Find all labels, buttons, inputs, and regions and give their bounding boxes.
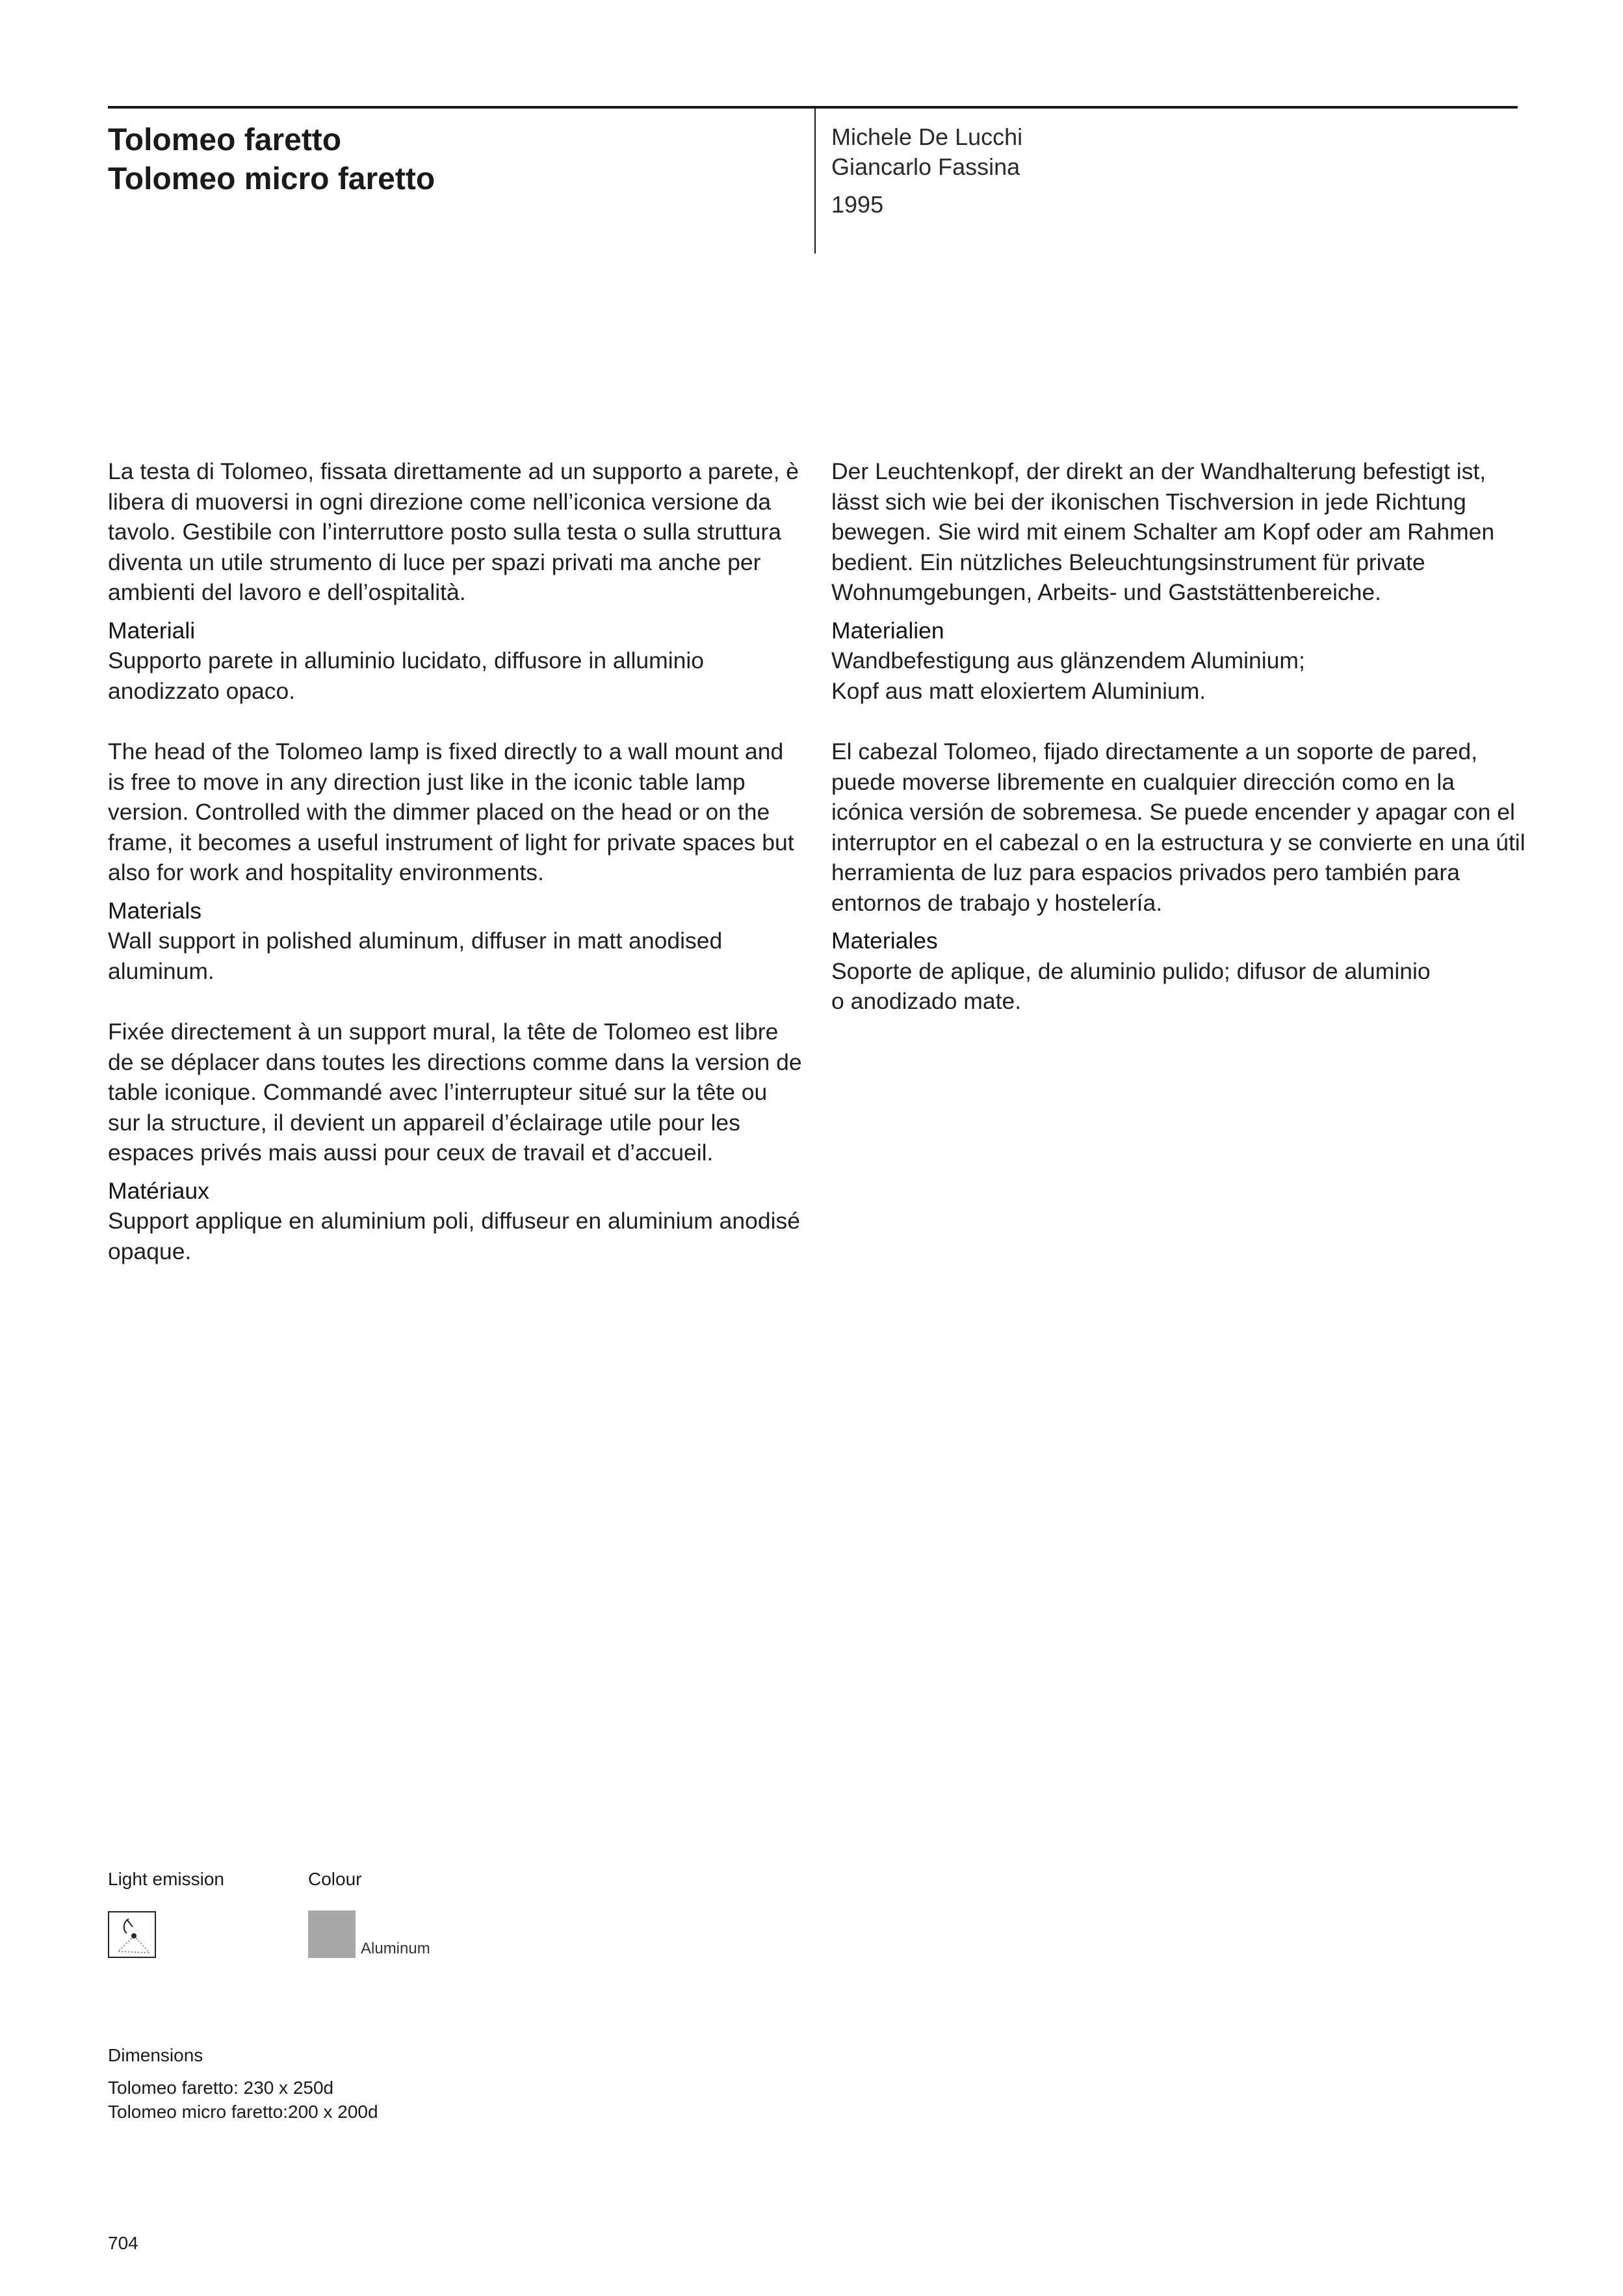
description-text: The head of the Tolomeo lamp is fixed directly to a wall mount and is free to move in any direction just like in the iconic table lamp version. Controlled with the dimmer placed on the head or on the frame, it becomes a useful instrument of light for private spaces but also for work and hospitality environments. (108, 738, 794, 885)
designer-name: Giancarlo Fassina (831, 153, 1020, 180)
materials-heading: Materialien (831, 617, 944, 644)
description-text: La testa di Tolomeo, fissata direttamente ad un supporto a parete, è libera di muoversi in ogni direzione come nell’iconica versione da tavolo. Gestibile con l’interruttore posto sulla testa o sulla struttura diventa un utile strumento di luce per spazi privati ma anche per ambienti del lavoro e dell’ospitalità. (108, 458, 799, 605)
materials-heading: Materiales (831, 928, 938, 954)
dimensions-list (108, 2076, 378, 2124)
header-rule (108, 106, 1518, 109)
materials-text-line: Soporte de aplique, de aluminio pulido; difusor de aluminio (831, 958, 1431, 984)
colour-label: Colour (308, 1869, 362, 1889)
description-spanish (831, 737, 1527, 1017)
header-column-divider (814, 107, 816, 254)
description-french (108, 1017, 803, 1266)
designer-name: Michele De Lucchi (831, 124, 1023, 150)
description-english (108, 737, 803, 986)
materials-text: Support applique en aluminium poli, diffuseur en aluminium anodisé opaque. (108, 1208, 800, 1264)
description-italian (108, 456, 803, 706)
colour-name: Aluminum (361, 1940, 430, 1957)
title-line-2: Tolomeo micro faretto (108, 162, 435, 196)
materials-text-line: Wandbefestigung aus glänzendem Aluminium; (831, 647, 1305, 673)
description-text: El cabezal Tolomeo, fijado directamente a un soporte de pared, puede moverse libremente en cualquier dirección como en la icónica versión de sobremesa. Se puede encender y apagar con el interruptor en el cabezal o en la estructura y se convierte en una útil herramienta de luz para espacios privados pero también para entornos de trabajo y hostelería. (831, 738, 1526, 916)
materials-text: Supporto parete in alluminio lucidato, diffusore in alluminio anodizzato opaco. (108, 647, 704, 704)
wall-spot-emission-icon (108, 1911, 156, 1958)
materials-text: Wall support in polished aluminum, diffuser in matt anodised aluminum. (108, 928, 723, 984)
page-number: 704 (108, 2233, 138, 2253)
title-line-1: Tolomeo faretto (108, 123, 342, 157)
dimension-line: Tolomeo micro faretto:200 x 200d (108, 2102, 378, 2122)
description-text: Fixée directement à un support mural, la tête de Tolomeo est libre de se déplacer dans toutes les directions comme dans la version de table iconique. Commandé avec l’interrupteur situé sur la tête ou sur la structure, il devient un appareil d’éclairage utile pour les espaces privés mais aussi pour ceux de travail et d’accueil. (108, 1019, 802, 1166)
materials-heading: Materiali (108, 617, 196, 644)
text-column-right (831, 456, 1527, 1047)
product-title (108, 121, 797, 199)
materials-heading: Matériaux (108, 1177, 209, 1204)
dimensions-label: Dimensions (108, 2045, 203, 2065)
materials-text-line: Kopf aus matt eloxiertem Aluminium. (831, 677, 1206, 704)
description-german (831, 456, 1527, 706)
designer-info (831, 122, 1481, 220)
materials-heading: Materials (108, 897, 202, 924)
light-emission-label: Light emission (108, 1869, 224, 1889)
dimension-line: Tolomeo faretto: 230 x 250d (108, 2078, 334, 2098)
materials-text-line: o anodizado mate. (831, 988, 1022, 1014)
description-text: Der Leuchtenkopf, der direkt an der Wandhalterung befestigt ist, lässt sich wie bei der ikonischen Tischversion in jede Richtung bewegen. Sie wird mit einem Schalter am Kopf oder am Rahmen bedient. Ein nützliches Beleuchtungsinstrument für private Wohnumgebungen, Arbeits- und Gaststättenbereiche. (831, 458, 1495, 605)
design-year: 1995 (831, 191, 884, 218)
colour-swatch-aluminum (308, 1911, 356, 1958)
text-column-left (108, 456, 803, 1297)
